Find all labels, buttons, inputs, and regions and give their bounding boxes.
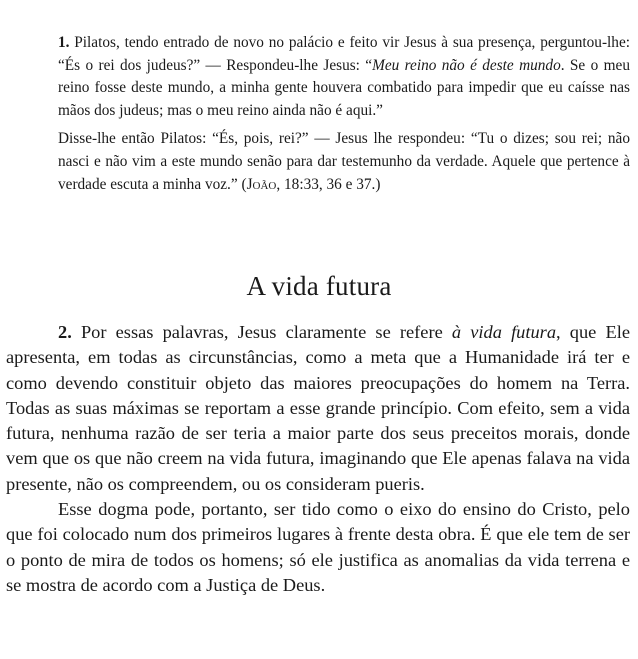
scripture-quote-block xyxy=(58,32,630,196)
item-number: 2. xyxy=(58,322,72,342)
body-text xyxy=(6,320,630,598)
scripture-reference: , 18:33, 36 e 37.) xyxy=(276,175,381,193)
body-text-run: Esse dogma pode, portanto, ser tido como o eixo do ensino do Cristo, pelo que foi colocado num dos primeiros lugares à frente desta obra. É que ele tem de ser o ponto de mira de todos os homens; só ele justifica as anomalias da vida terrena e se mostra de acordo com a Justiça de Deus. xyxy=(6,499,630,595)
quote-text: Disse-lhe então Pilatos: “És, pois, rei?” — Jesus lhe respondeu: “Tu o dizes; sou rei; não nasci e não vim a este mundo senão para dar testemunho da verdade. Aquele que pertence à verdade escuta a minha voz.” ( xyxy=(58,130,630,193)
quote-text: . Se o meu reino fosse deste mundo, a minha gente houvera combatido para impedir que eu caísse nas mãos dos judeus; mas o meu reino ainda não é aqui.” xyxy=(58,56,630,119)
body-italic-text: à vida futura xyxy=(451,322,557,342)
quote-text: Pilatos, tendo entrado de novo no palácio e feito vir Jesus à sua presença, perguntou-lhe: “És o rei dos judeus?” — Respondeu-lhe Jesus: “ xyxy=(58,34,630,74)
scripture-reference-book: João xyxy=(246,175,277,193)
section-title: A vida futura xyxy=(246,271,392,301)
body-text-run: , que Ele apresenta, em todas as circunstâncias, como a meta que a Humanidade irá ter e como devendo constituir objeto das maiores preocupações do homem na Terra. Todas as suas máximas se reportam a esse grande princípio. Com efeito, sem a vida futura, nenhuma razão de ser teria a maior parte dos seus preceitos morais, donde vem que os que não creem na vida futura, imaginando que Ele apenas falava na vida presente, não os compreendem, ou os consideram pueris. xyxy=(6,322,630,494)
quote-italic-text: Meu reino não é deste mundo xyxy=(372,56,561,74)
body-text-run: Por essas palavras, Jesus claramente se refere xyxy=(71,322,452,342)
quote-paragraph-1 xyxy=(58,32,630,122)
body-paragraph-1 xyxy=(6,320,630,497)
body-paragraph-2 xyxy=(6,497,630,598)
quote-paragraph-2 xyxy=(58,128,630,196)
item-number: 1. xyxy=(58,34,70,51)
